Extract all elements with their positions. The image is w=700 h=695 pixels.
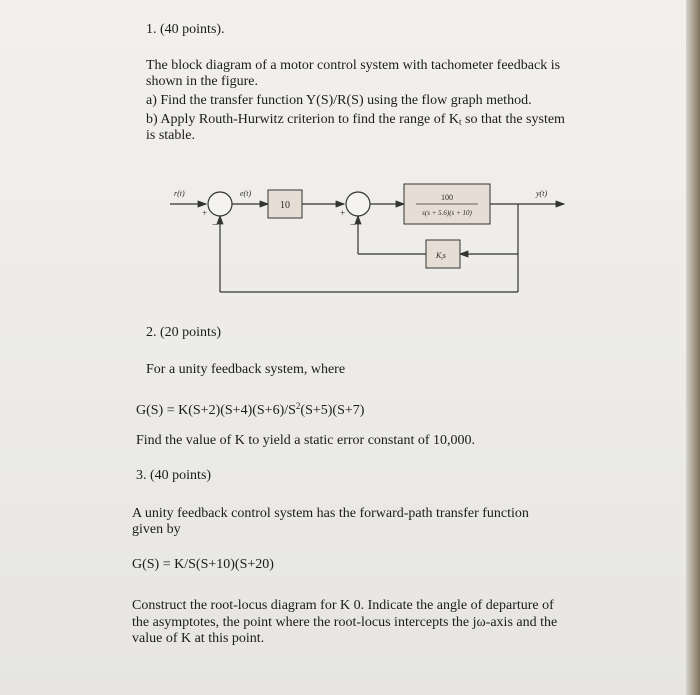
junction1-plus: + <box>202 208 208 218</box>
q1-intro-line1: The block diagram of a motor control system with tachometer feedback is <box>146 58 561 73</box>
q2-equation-pre: G(S) = K(S+2)(S+4)(S+6)/S <box>136 403 296 418</box>
q1-part-b-subscript: t <box>458 117 462 127</box>
page-edge-shadow <box>686 0 700 695</box>
tach-gain-subscript: t <box>441 257 443 262</box>
block-diagram <box>160 168 580 308</box>
q3-task-line2: the asymptotes, the point where the root-locus intercepts the jω-axis and the <box>132 615 558 630</box>
q1-part-b <box>146 112 565 130</box>
junction1-minus: − <box>212 220 218 231</box>
junction2-plus: + <box>340 208 346 218</box>
tach-gain-k: K <box>436 251 442 260</box>
q3-heading: 3. (40 points) <box>136 468 212 483</box>
q1-part-b-line2: is stable. <box>146 128 195 143</box>
q1-intro-line2: shown in the figure. <box>146 74 258 89</box>
error-label: e(t) <box>240 189 252 198</box>
q1-part-b-text-end: so that the system <box>461 112 565 127</box>
q2-heading: 2. (20 points) <box>146 325 222 340</box>
q2-equation-post: (S+5)(S+7) <box>300 403 365 418</box>
plant-numerator: 100 <box>441 193 453 202</box>
summing-junction-1 <box>208 192 232 216</box>
q3-equation: G(S) = K/S(S+10)(S+20) <box>132 557 274 572</box>
summing-junction-2 <box>346 192 370 216</box>
input-label: r(t) <box>174 189 185 198</box>
q1-part-b-text: b) Apply Routh-Hurwitz criterion to find the range of K <box>146 112 459 127</box>
q3-line1: A unity feedback control system has the forward-path transfer function <box>132 506 529 521</box>
output-label: y(t) <box>536 189 548 198</box>
q3-line2: given by <box>132 522 181 537</box>
q2-task: Find the value of K to yield a static error constant of 10,000. <box>136 433 476 448</box>
tach-gain-s: s <box>442 251 446 260</box>
q1-heading: 1. (40 points). <box>146 22 225 37</box>
q3-task-line1: Construct the root-locus diagram for K 0. Indicate the angle of departure of <box>132 598 554 613</box>
q3-task-line3: value of K at this point. <box>132 631 265 646</box>
gain-value: 10 <box>280 200 290 211</box>
q2-intro: For a unity feedback system, where <box>146 362 346 377</box>
plant-denominator: s(s + 5.6)(s + 10) <box>422 209 472 217</box>
q2-equation-superscript: 2 <box>295 401 301 411</box>
junction2-minus: − <box>350 220 356 231</box>
q1-part-a: a) Find the transfer function Y(S)/R(S) using the flow graph method. <box>146 93 532 108</box>
q2-equation <box>136 398 364 419</box>
